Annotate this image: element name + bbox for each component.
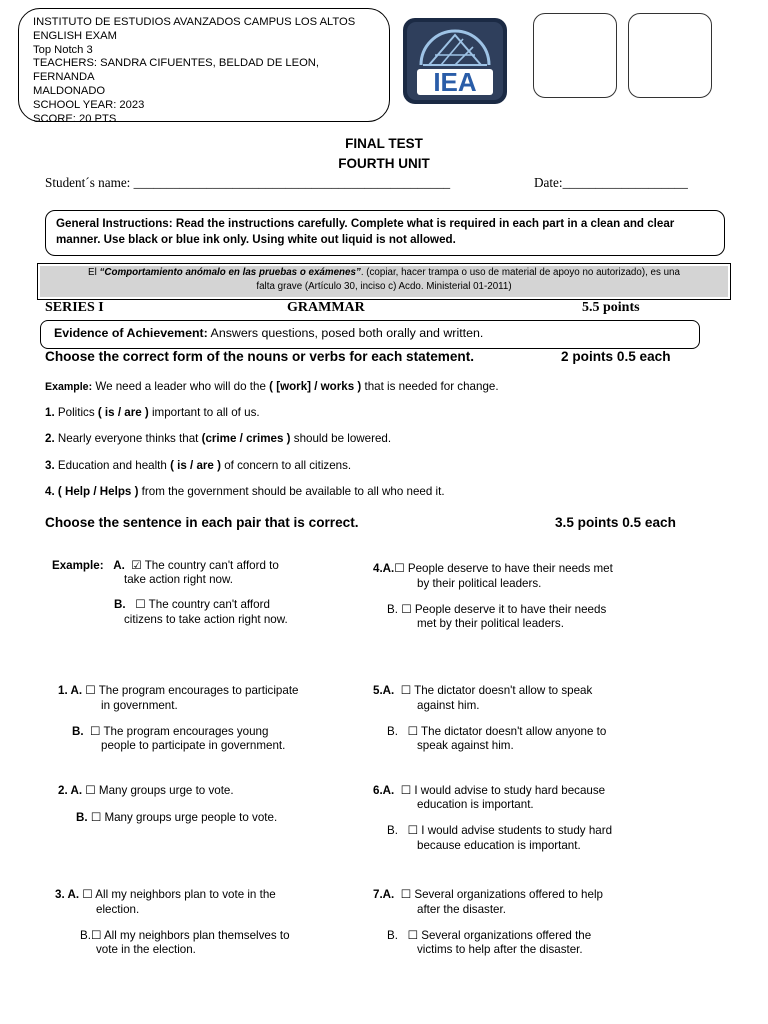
series-topic: GRAMMAR bbox=[287, 300, 365, 315]
evidence-label: Evidence of Achievement: bbox=[54, 326, 208, 340]
option-label: B. bbox=[387, 603, 398, 616]
option-text: ☐ People deserve it to have their needs bbox=[401, 603, 607, 616]
blank-box-1 bbox=[533, 13, 617, 98]
option-text: take action right now. bbox=[124, 573, 233, 586]
question-7-a[interactable] bbox=[373, 887, 603, 902]
option-text: The country can't afford bbox=[145, 598, 270, 611]
item-choice[interactable]: ( is / are ) bbox=[170, 459, 221, 472]
part2-example-a bbox=[52, 558, 279, 573]
option-text: because education is important. bbox=[417, 839, 581, 852]
option-text: ☐ The dictator doesn't allow anyone to bbox=[407, 725, 607, 738]
date-row bbox=[534, 175, 688, 191]
option-text: ☐ The program encourages to participate bbox=[85, 684, 299, 697]
item-number: 1. bbox=[45, 406, 55, 419]
exam-name: ENGLISH EXAM bbox=[33, 29, 117, 42]
student-name-row bbox=[45, 175, 450, 191]
item-choice[interactable]: ( Help / Helps ) bbox=[57, 485, 139, 498]
question-number: 3. A. bbox=[55, 888, 80, 901]
question-number: 6.A. bbox=[373, 784, 395, 797]
school-year: SCHOOL YEAR: 2023 bbox=[33, 98, 145, 111]
item-number: 4. bbox=[45, 485, 55, 498]
teachers-line: TEACHERS: SANDRA CIFUENTES, BELDAD DE LEON, FERNANDA bbox=[33, 57, 319, 84]
evidence-box bbox=[40, 320, 700, 349]
cheating-warning-box bbox=[37, 263, 731, 300]
instructions-line-2: manner. Use black or blue ink only. Using white out liquid is not allowed. bbox=[56, 233, 456, 246]
option-text: in government. bbox=[101, 699, 178, 712]
evidence-text: Answers questions, posed both orally and written. bbox=[207, 326, 484, 340]
student-name-field[interactable]: ________________________________________________ bbox=[133, 175, 451, 190]
question-2-b[interactable] bbox=[76, 810, 277, 825]
warning-italic: “Comportamiento anómalo en las pruebas o exámenes” bbox=[99, 267, 361, 278]
option-text: ☐ I would advise to study hard because bbox=[400, 784, 606, 797]
institution-name: INSTITUTO DE ESTUDIOS AVANZADOS CAMPUS LOS ALTOS bbox=[33, 16, 356, 28]
series-points: 5.5 points bbox=[582, 300, 640, 315]
question-6-b[interactable] bbox=[387, 823, 612, 838]
part1-item bbox=[45, 459, 351, 472]
page-title: FINAL TEST bbox=[345, 136, 423, 151]
part2-example-b bbox=[114, 597, 270, 612]
logo-text: IEA bbox=[433, 67, 477, 97]
date-field[interactable]: ___________________ bbox=[562, 175, 688, 190]
option-text: by their political leaders. bbox=[417, 577, 542, 590]
example-choice: ( [work] / works ) bbox=[269, 380, 362, 393]
cheating-warning bbox=[40, 266, 728, 297]
checked-box-icon[interactable]: ☑ bbox=[131, 559, 142, 572]
page-subtitle: FOURTH UNIT bbox=[338, 156, 430, 171]
option-text: ☐ People deserve to have their needs met bbox=[394, 562, 613, 575]
part1-item bbox=[45, 432, 391, 445]
option-text: vote in the election. bbox=[96, 943, 196, 956]
date-label: Date: bbox=[534, 175, 563, 190]
item-choice[interactable]: ( is / are ) bbox=[97, 406, 149, 419]
item-text: Education and health bbox=[54, 459, 171, 472]
option-text: speak against him. bbox=[417, 739, 514, 752]
item-text: Nearly everyone thinks that bbox=[54, 432, 202, 445]
option-text: ☐ I would advise students to study hard bbox=[407, 824, 613, 837]
part1-example bbox=[45, 380, 499, 393]
option-label: B. bbox=[80, 929, 91, 942]
question-number: 2. A. bbox=[58, 784, 83, 797]
teachers-line-2: MALDONADO bbox=[33, 84, 106, 97]
blank-box-2 bbox=[628, 13, 712, 98]
option-label: B. bbox=[387, 824, 398, 837]
question-6-a[interactable] bbox=[373, 783, 605, 798]
option-text: ☐ The program encourages young bbox=[90, 725, 269, 738]
option-label: B. bbox=[76, 811, 88, 824]
question-number: 1. A. bbox=[58, 684, 83, 697]
option-label: B. bbox=[387, 929, 398, 942]
instructions-line-1: General Instructions: Read the instructions carefully. Complete what is required in each part in a clean and clear bbox=[56, 217, 675, 230]
part1-item bbox=[45, 406, 260, 419]
series-label: SERIES I bbox=[45, 300, 104, 315]
general-instructions-box bbox=[45, 210, 725, 256]
item-text: Politics bbox=[54, 406, 98, 419]
question-4-b[interactable] bbox=[387, 602, 606, 617]
item-text: of concern to all citizens. bbox=[220, 459, 352, 472]
option-text: against him. bbox=[417, 699, 480, 712]
option-label: A. bbox=[113, 559, 125, 572]
example-label: Example: bbox=[45, 381, 93, 393]
part2-heading: Choose the sentence in each pair that is correct. bbox=[45, 515, 359, 530]
question-1-a[interactable] bbox=[58, 683, 299, 698]
example-label: Example: bbox=[52, 559, 104, 572]
option-text: education is important. bbox=[417, 798, 534, 811]
warning-rest: . (copiar, hacer trampa o uso de material de apoyo no autorizado), es una bbox=[360, 267, 680, 278]
course-name: Top Notch 3 bbox=[33, 43, 93, 56]
option-text: citizens to take action right now. bbox=[124, 613, 288, 626]
option-text: election. bbox=[96, 903, 140, 916]
option-text: people to participate in government. bbox=[101, 739, 286, 752]
item-number: 2. bbox=[45, 432, 55, 445]
part1-points: 2 points 0.5 each bbox=[561, 349, 671, 364]
question-5-b[interactable] bbox=[387, 724, 606, 739]
item-text: important to all of us. bbox=[148, 406, 260, 419]
option-label: B. bbox=[72, 725, 84, 738]
part2-points: 3.5 points 0.5 each bbox=[555, 515, 676, 530]
item-number: 3. bbox=[45, 459, 55, 472]
option-text: The country can't afford to bbox=[141, 559, 279, 572]
item-choice[interactable]: (crime / crimes ) bbox=[201, 432, 291, 445]
question-number: 4.A. bbox=[373, 562, 395, 575]
question-7-b[interactable] bbox=[387, 928, 591, 943]
student-name-label: Student´s name: bbox=[45, 175, 134, 190]
item-text: should be lowered. bbox=[290, 432, 392, 445]
option-text: victims to help after the disaster. bbox=[417, 943, 583, 956]
part1-heading: Choose the correct form of the nouns or verbs for each statement. bbox=[45, 349, 475, 364]
example-text-after: that is needed for change. bbox=[361, 380, 499, 393]
checkbox-icon[interactable]: ☐ bbox=[135, 598, 146, 611]
option-text: after the disaster. bbox=[417, 903, 506, 916]
option-label: B. bbox=[114, 598, 126, 611]
question-5-a[interactable] bbox=[373, 683, 592, 698]
option-text: ☐ Many groups urge people to vote. bbox=[90, 811, 278, 824]
option-text: ☐ All my neighbors plan to vote in the bbox=[82, 888, 276, 901]
warning-prefix: El bbox=[88, 267, 100, 278]
option-text: ☐ Several organizations offered to help bbox=[400, 888, 603, 901]
option-text: ☐ The dictator doesn't allow to speak bbox=[400, 684, 593, 697]
score: SCORE: 20 PTS bbox=[33, 112, 117, 125]
option-text: ☐ All my neighbors plan themselves to bbox=[90, 929, 290, 942]
question-3-b[interactable] bbox=[80, 928, 290, 943]
iea-logo-icon bbox=[401, 17, 509, 105]
warning-line-2: falta grave (Artículo 30, inciso c) Acdo. Ministerial 01-2011) bbox=[256, 281, 512, 292]
option-label: B. bbox=[387, 725, 398, 738]
question-4-a[interactable] bbox=[373, 561, 613, 576]
question-number: 5.A. bbox=[373, 684, 395, 697]
option-text: ☐ Several organizations offered the bbox=[407, 929, 592, 942]
option-text: ☐ Many groups urge to vote. bbox=[85, 784, 234, 797]
question-1-b[interactable] bbox=[72, 724, 268, 739]
example-text-before: We need a leader who will do the bbox=[92, 380, 270, 393]
exam-header-box bbox=[18, 8, 390, 125]
question-number: 7.A. bbox=[373, 888, 395, 901]
question-3-a[interactable] bbox=[55, 887, 276, 902]
option-text: met by their political leaders. bbox=[417, 617, 564, 630]
question-2-a[interactable] bbox=[58, 783, 234, 798]
item-text: from the government should be available to all who need it. bbox=[138, 485, 445, 498]
part1-item bbox=[45, 485, 445, 498]
